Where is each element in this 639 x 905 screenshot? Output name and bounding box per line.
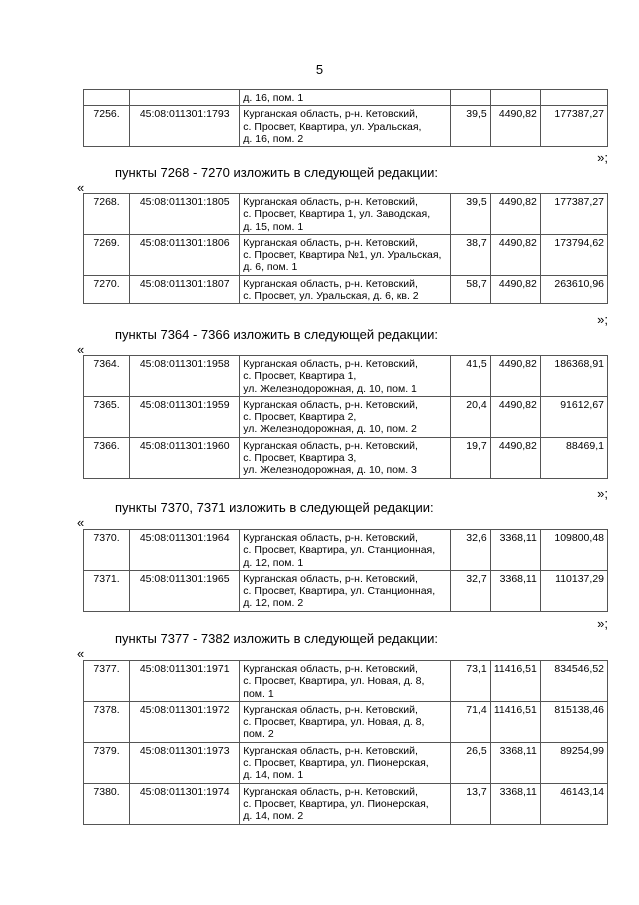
cell-address bbox=[240, 742, 450, 783]
table-section-4 bbox=[83, 660, 608, 825]
closing-quote-mark: »; bbox=[597, 616, 608, 631]
cell-price: 4490,82 bbox=[490, 437, 540, 478]
cell-address bbox=[240, 234, 450, 275]
cell-number: 7371. bbox=[84, 570, 130, 611]
section-lead-text: пункты 7370, 7371 изложить в следующей редакции: bbox=[115, 500, 434, 515]
address-line: Курганская область, р-н. Кетовский, bbox=[243, 703, 418, 716]
cell-area: 71,4 bbox=[450, 701, 490, 742]
cell-cadastral: 45:08:011301:1807 bbox=[130, 275, 240, 304]
cell-cadastral: 45:08:011301:1974 bbox=[130, 783, 240, 824]
section-lead-text: пункты 7268 - 7270 изложить в следующей редакции: bbox=[115, 165, 438, 180]
address-line: д. 12, пом. 1 bbox=[243, 556, 304, 569]
table-row bbox=[84, 701, 608, 742]
cell-cadastral: 45:08:011301:1960 bbox=[130, 437, 240, 478]
cell-total: 91612,67 bbox=[540, 396, 607, 437]
address-line: пом. 1 bbox=[243, 687, 274, 700]
address-line: с. Просвет, Квартира, ул. Уральская, bbox=[243, 120, 422, 133]
table-row bbox=[84, 194, 608, 235]
table-row bbox=[84, 90, 608, 106]
cell-total: 46143,14 bbox=[540, 783, 607, 824]
address-line: ул. Железнодорожная, д. 10, пом. 3 bbox=[243, 464, 417, 477]
cell-total: 186368,91 bbox=[540, 356, 607, 397]
cell-price: 4490,82 bbox=[490, 234, 540, 275]
address-line: с. Просвет, Квартира 2, bbox=[243, 411, 357, 424]
cell-area: 32,7 bbox=[450, 570, 490, 611]
cell-address bbox=[240, 661, 450, 702]
cell-area: 39,5 bbox=[450, 106, 490, 147]
table-row bbox=[84, 396, 608, 437]
cell-area bbox=[450, 90, 490, 106]
cell-cadastral: 45:08:011301:1805 bbox=[130, 194, 240, 235]
cell-total bbox=[540, 90, 607, 106]
address-line: д. 12, пом. 2 bbox=[243, 597, 304, 610]
address-line: с. Просвет, Квартира 1, bbox=[243, 370, 357, 383]
cell-area: 73,1 bbox=[450, 661, 490, 702]
table-row bbox=[84, 783, 608, 824]
cell-total: 177387,27 bbox=[540, 194, 607, 235]
address-line: с. Просвет, Квартира, ул. Станционная, bbox=[243, 544, 436, 557]
address-line: Курганская область, р-н. Кетовский, bbox=[243, 108, 418, 121]
section-lead-text: пункты 7364 - 7366 изложить в следующей редакции: bbox=[115, 327, 438, 342]
address-line: Курганская область, р-н. Кетовский, bbox=[243, 572, 418, 585]
address-line: д. 14, пом. 2 bbox=[243, 810, 304, 823]
cell-address bbox=[240, 530, 450, 571]
cell-number: 7269. bbox=[84, 234, 130, 275]
cell-number: 7270. bbox=[84, 275, 130, 304]
address-line: ул. Железнодорожная, д. 10, пом. 2 bbox=[243, 423, 417, 436]
address-line: Курганская область, р-н. Кетовский, bbox=[243, 439, 418, 452]
cell-number: 7378. bbox=[84, 701, 130, 742]
address-line: Курганская область, р-н. Кетовский, bbox=[243, 358, 418, 370]
address-line: Курганская область, р-н. Кетовский, bbox=[243, 277, 418, 290]
table-section-2 bbox=[83, 355, 608, 479]
address-line: с. Просвет, ул. Уральская, д. 6, кв. 2 bbox=[243, 290, 419, 303]
cell-number: 7256. bbox=[84, 106, 130, 147]
cell-price: 3368,11 bbox=[490, 783, 540, 824]
cell-area: 26,5 bbox=[450, 742, 490, 783]
cell-address bbox=[240, 396, 450, 437]
address-line: Курганская область, р-н. Кетовский, bbox=[243, 785, 418, 798]
cell-address bbox=[240, 106, 450, 147]
cell-total: 834546,52 bbox=[540, 661, 607, 702]
cell-address bbox=[240, 194, 450, 235]
cell-price: 3368,11 bbox=[490, 530, 540, 571]
cell-number bbox=[84, 90, 130, 106]
address-line: с. Просвет, Квартира 3, bbox=[243, 452, 357, 465]
address-line: ул. Железнодорожная, д. 10, пом. 1 bbox=[243, 382, 417, 395]
cell-cadastral: 45:08:011301:1806 bbox=[130, 234, 240, 275]
address-line: д. 6, пом. 1 bbox=[243, 261, 298, 274]
address-line: д. 16, пом. 1 bbox=[243, 92, 304, 104]
cell-price: 4490,82 bbox=[490, 194, 540, 235]
cell-area: 39,5 bbox=[450, 194, 490, 235]
cell-address bbox=[240, 701, 450, 742]
cell-address bbox=[240, 275, 450, 304]
cell-cadastral: 45:08:011301:1959 bbox=[130, 396, 240, 437]
cell-total: 89254,99 bbox=[540, 742, 607, 783]
cell-cadastral: 45:08:011301:1972 bbox=[130, 701, 240, 742]
cell-area: 20,4 bbox=[450, 396, 490, 437]
cell-total: 109800,48 bbox=[540, 530, 607, 571]
address-line: Курганская область, р-н. Кетовский, bbox=[243, 196, 418, 208]
cell-area: 19,7 bbox=[450, 437, 490, 478]
cell-price: 4490,82 bbox=[490, 275, 540, 304]
cell-address bbox=[240, 437, 450, 478]
cell-total: 177387,27 bbox=[540, 106, 607, 147]
cell-number: 7366. bbox=[84, 437, 130, 478]
address-line: д. 14, пом. 1 bbox=[243, 769, 304, 782]
address-line: с. Просвет, Квартира, ул. Новая, д. 8, bbox=[243, 716, 425, 729]
address-line: Курганская область, р-н. Кетовский, bbox=[243, 744, 418, 757]
table-continuation bbox=[83, 89, 608, 147]
closing-quote-mark: »; bbox=[597, 150, 608, 165]
cell-cadastral: 45:08:011301:1964 bbox=[130, 530, 240, 571]
cell-number: 7377. bbox=[84, 661, 130, 702]
section-lead-text: пункты 7377 - 7382 изложить в следующей редакции: bbox=[115, 631, 438, 646]
table-row bbox=[84, 275, 608, 304]
page-number: 5 bbox=[315, 62, 324, 77]
cell-number: 7365. bbox=[84, 396, 130, 437]
cell-address bbox=[240, 356, 450, 397]
cell-area: 38,7 bbox=[450, 234, 490, 275]
table-row bbox=[84, 356, 608, 397]
cell-area: 13,7 bbox=[450, 783, 490, 824]
table-section-3 bbox=[83, 529, 608, 612]
address-line: Курганская область, р-н. Кетовский, bbox=[243, 663, 418, 675]
table-row bbox=[84, 234, 608, 275]
cell-price: 3368,11 bbox=[490, 570, 540, 611]
cell-cadastral: 45:08:011301:1973 bbox=[130, 742, 240, 783]
opening-quote-mark: « bbox=[77, 342, 85, 357]
cell-cadastral: 45:08:011301:1965 bbox=[130, 570, 240, 611]
cell-number: 7370. bbox=[84, 530, 130, 571]
address-line: с. Просвет, Квартира, ул. Станционная, bbox=[243, 585, 436, 598]
address-line: Курганская область, р-н. Кетовский, bbox=[243, 236, 418, 249]
address-line: с. Просвет, Квартира 1, ул. Заводская, bbox=[243, 208, 431, 221]
cell-cadastral: 45:08:011301:1793 bbox=[130, 106, 240, 147]
cell-cadastral bbox=[130, 90, 240, 106]
cell-price: 11416,51 bbox=[490, 661, 540, 702]
cell-total: 815138,46 bbox=[540, 701, 607, 742]
cell-price: 3368,11 bbox=[490, 742, 540, 783]
opening-quote-mark: « bbox=[77, 646, 85, 661]
cell-address bbox=[240, 783, 450, 824]
table-row bbox=[84, 106, 608, 147]
cell-area: 41,5 bbox=[450, 356, 490, 397]
address-line: пом. 2 bbox=[243, 728, 274, 741]
table-row bbox=[84, 570, 608, 611]
cell-price: 4490,82 bbox=[490, 356, 540, 397]
cell-cadastral: 45:08:011301:1958 bbox=[130, 356, 240, 397]
cell-number: 7379. bbox=[84, 742, 130, 783]
address-line: с. Просвет, Квартира, ул. Новая, д. 8, bbox=[243, 675, 425, 688]
cell-area: 58,7 bbox=[450, 275, 490, 304]
cell-price bbox=[490, 90, 540, 106]
cell-area: 32,6 bbox=[450, 530, 490, 571]
closing-quote-mark: »; bbox=[597, 312, 608, 327]
address-line: с. Просвет, Квартира, ул. Пионерская, bbox=[243, 757, 429, 770]
address-line: Курганская область, р-н. Кетовский, bbox=[243, 398, 418, 411]
cell-price: 4490,82 bbox=[490, 106, 540, 147]
cell-address bbox=[240, 90, 450, 106]
cell-total: 110137,29 bbox=[540, 570, 607, 611]
cell-number: 7380. bbox=[84, 783, 130, 824]
cell-price: 11416,51 bbox=[490, 701, 540, 742]
address-line: Курганская область, р-н. Кетовский, bbox=[243, 532, 418, 544]
cell-total: 173794,62 bbox=[540, 234, 607, 275]
cell-total: 263610,96 bbox=[540, 275, 607, 304]
address-line: д. 15, пом. 1 bbox=[243, 220, 304, 233]
table-row bbox=[84, 742, 608, 783]
closing-quote-mark: »; bbox=[597, 486, 608, 501]
cell-number: 7268. bbox=[84, 194, 130, 235]
opening-quote-mark: « bbox=[77, 515, 85, 530]
cell-price: 4490,82 bbox=[490, 396, 540, 437]
address-line: с. Просвет, Квартира №1, ул. Уральская, bbox=[243, 249, 442, 262]
cell-total: 88469,1 bbox=[540, 437, 607, 478]
table-row bbox=[84, 530, 608, 571]
address-line: д. 16, пом. 2 bbox=[243, 132, 304, 145]
cell-cadastral: 45:08:011301:1971 bbox=[130, 661, 240, 702]
table-section-1 bbox=[83, 193, 608, 304]
address-line: с. Просвет, Квартира, ул. Пионерская, bbox=[243, 797, 429, 810]
cell-number: 7364. bbox=[84, 356, 130, 397]
table-row bbox=[84, 437, 608, 478]
table-row bbox=[84, 661, 608, 702]
cell-address bbox=[240, 570, 450, 611]
opening-quote-mark: « bbox=[77, 180, 85, 195]
